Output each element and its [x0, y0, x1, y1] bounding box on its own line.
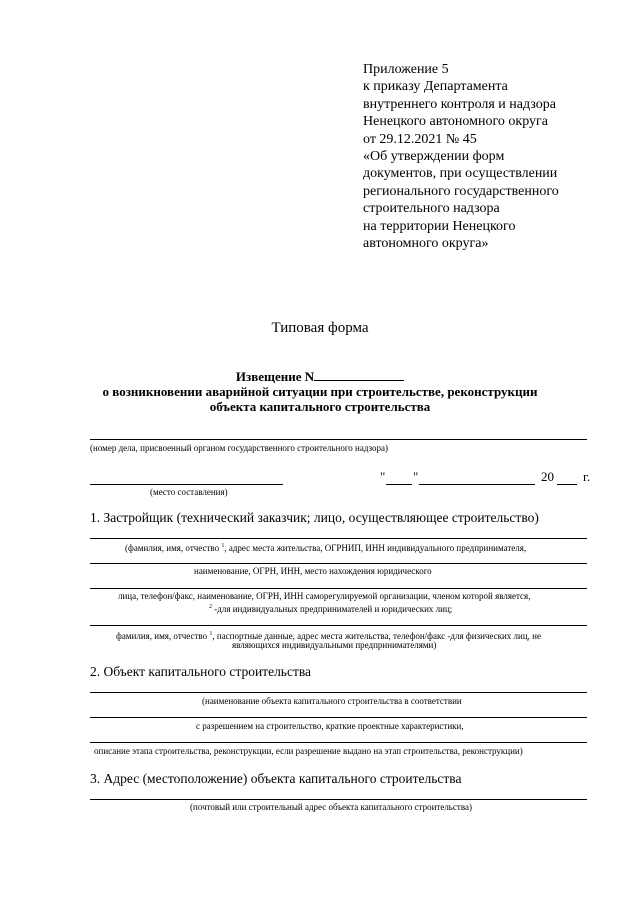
section3-hint-1: (почтовый или строительный адрес объекта капитального строительства) — [190, 802, 472, 812]
appendix-line: к приказу Департамента — [363, 79, 508, 95]
date-year-field[interactable] — [557, 484, 577, 485]
section2-field-2[interactable] — [90, 717, 587, 718]
section1-hint-4: $^2$ -для индивидуальных предпринимателей и юридических лиц; — [209, 604, 453, 614]
section1-hint-3: лица, телефон/факс, наименование, ОГРН, ИНН саморегулируемой организации, членом которой является, — [118, 591, 531, 601]
notice-subtitle-line1: о возникновении аварийной ситуации при строительстве, реконструкции — [102, 384, 538, 399]
date-year-prefix: 20 — [541, 469, 554, 484]
section2-hint-2: с разрешением на строительство, краткие проектные характеристики, — [196, 721, 464, 731]
section1-title: 1. Застройщик (технический заказчик; лицо, осуществляющее строительство) — [90, 510, 539, 525]
section1-field-3[interactable] — [90, 588, 587, 589]
appendix-block — [363, 61, 613, 252]
case-number-field[interactable] — [90, 439, 587, 440]
section2-hint-3: описание этапа строительства, реконструкции, если разрешение выдано на этап строительства, реконструкции) — [94, 746, 523, 756]
section2-field-3[interactable] — [90, 742, 587, 743]
place-field[interactable] — [90, 484, 283, 485]
section1-hint-1: (фамилия, имя, отчество $^1$, адрес места жительства, ОГРНИП, ИНН индивидуального предпринимателя, — [125, 543, 527, 553]
form-type-heading: Типовая форма — [271, 320, 369, 336]
appendix-line: на территории Ненецкого — [363, 218, 516, 234]
notice-title-prefix: Извещение N — [235, 369, 315, 384]
section1-field-2[interactable] — [90, 563, 587, 564]
case-number-hint: (номер дела, присвоенный органом государственного строительного надзора) — [90, 443, 389, 453]
section1-hint-2: наименование, ОГРН, ИНН, место нахождения юридического — [194, 566, 432, 576]
date-month-field[interactable] — [419, 484, 535, 485]
date-quote-close: " — [413, 469, 419, 484]
section2-title: 2. Объект капитального строительства — [90, 664, 312, 679]
notice-number-field[interactable] — [314, 368, 404, 381]
date-day-field[interactable] — [386, 484, 412, 485]
appendix-line: внутреннего контроля и надзора — [363, 96, 556, 112]
section1-field-4[interactable] — [90, 625, 587, 626]
appendix-line: Ненецкого автономного округа — [363, 114, 548, 130]
notice-title — [0, 368, 640, 414]
section1-hint-5: фамилия, имя, отчество $^1$, паспортные данные, адрес места жительства, телефон/факс -для физических лиц, не — [116, 631, 541, 641]
place-hint: (место составления) — [150, 487, 228, 497]
section3-field-1[interactable] — [90, 799, 587, 800]
section1-field-1[interactable] — [90, 538, 587, 539]
appendix-line: от 29.12.2021 № 45 — [363, 131, 477, 147]
date-quote-open: " — [380, 469, 386, 484]
appendix-line: «Об утверждении форм — [363, 149, 505, 165]
appendix-line: строительного надзора — [363, 201, 500, 217]
appendix-line: Приложение 5 — [363, 62, 449, 77]
section1-hint-6: являющихся индивидуальными предпринимателями) — [232, 640, 437, 650]
section2-hint-1: (наименование объекта капитального строительства в соответствии — [202, 696, 462, 706]
appendix-line: регионального государственного — [363, 183, 559, 199]
section3-title: 3. Адрес (местоположение) объекта капитального строительства — [90, 771, 462, 786]
notice-subtitle-line2: объекта капитального строительства — [209, 399, 431, 414]
appendix-line: документов, при осуществлении — [363, 166, 558, 182]
section2-field-1[interactable] — [90, 692, 587, 693]
appendix-line: автономного округа» — [363, 236, 489, 252]
date-year-suffix: г. — [583, 469, 591, 484]
